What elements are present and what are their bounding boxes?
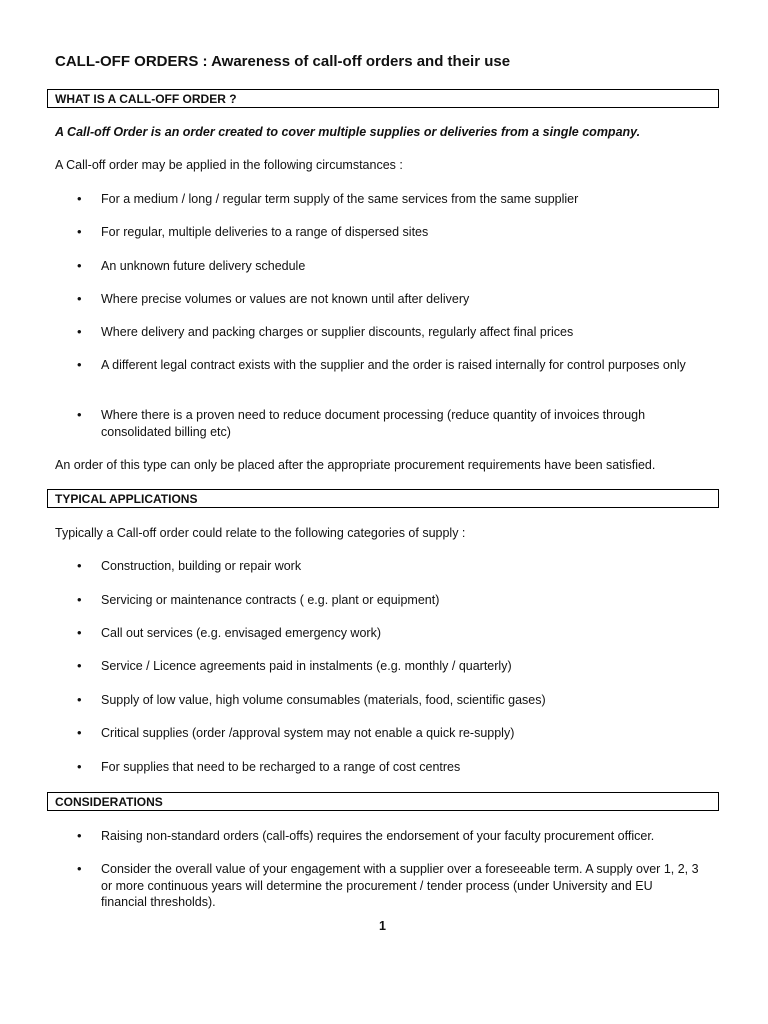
list-item-text: Where delivery and packing charges or supplier discounts, regularly affect final prices (101, 325, 574, 339)
bullet-icon: • (77, 224, 82, 239)
bullet-icon: • (77, 658, 82, 673)
list-item-text: Construction, building or repair work (101, 559, 302, 573)
list-item-text: For regular, multiple deliveries to a range of dispersed sites (101, 225, 429, 239)
list-item-text: For supplies that need to be recharged to a range of cost centres (101, 760, 461, 774)
bullet-icon: • (77, 407, 82, 422)
condition-text: An order of this type can only be placed after the appropriate procurement requirements have been satisfied. (55, 458, 656, 472)
bullet-icon: • (77, 828, 82, 843)
list-item-text: For a medium / long / regular term supply of the same services from the same supplier (101, 192, 579, 206)
bullet-icon: • (77, 191, 82, 206)
section-heading-what-is: WHAT IS A CALL-OFF ORDER ? (47, 89, 719, 108)
document-title: CALL-OFF ORDERS : Awareness of call-off orders and their use (55, 53, 511, 70)
list-item-text: Servicing or maintenance contracts ( e.g. plant or equipment) (101, 593, 440, 607)
list-item-text: Consider the overall value of your engagement with a supplier over a foreseeable term. A supply over 1, 2, 3 or more continuous years will determine the procurement / tender process (under University and EU financial thresholds). (101, 862, 699, 909)
list-item-text: Critical supplies (order /approval system may not enable a quick re-supply) (101, 726, 515, 740)
list-item-text: Where precise volumes or values are not known until after delivery (101, 292, 470, 306)
bullet-icon: • (77, 357, 82, 372)
bullet-icon: • (77, 725, 82, 740)
bullet-icon: • (77, 759, 82, 774)
bullet-icon: • (77, 861, 82, 876)
bullet-icon: • (77, 558, 82, 573)
bullet-icon: • (77, 291, 82, 306)
section-heading-considerations: CONSIDERATIONS (47, 792, 719, 811)
list-item-text: Call out services (e.g. envisaged emergency work) (101, 626, 381, 640)
section-heading-typical-applications: TYPICAL APPLICATIONS (47, 489, 719, 508)
bullet-icon: • (77, 258, 82, 273)
list-item-text: Raising non-standard orders (call-offs) requires the endorsement of your faculty procurement officer. (101, 829, 655, 843)
bullet-icon: • (77, 625, 82, 640)
list-item-text: Where there is a proven need to reduce document processing (reduce quantity of invoices through consolidated billing etc) (101, 408, 646, 439)
definition-text: A Call-off Order is an order created to cover multiple supplies or deliveries from a single company. (55, 125, 641, 139)
list-item-text: A different legal contract exists with the supplier and the order is raised internally for control purposes only (101, 358, 686, 372)
list-item-text: Supply of low value, high volume consumables (materials, food, scientific gases) (101, 693, 546, 707)
intro-text: A Call-off order may be applied in the following circumstances : (55, 158, 403, 172)
applications-intro-text: Typically a Call-off order could relate to the following categories of supply : (55, 526, 466, 540)
page-number: 1 (379, 919, 386, 933)
list-item-text: An unknown future delivery schedule (101, 259, 306, 273)
bullet-icon: • (77, 692, 82, 707)
list-item-text: Service / Licence agreements paid in instalments (e.g. monthly / quarterly) (101, 659, 512, 673)
bullet-icon: • (77, 324, 82, 339)
bullet-icon: • (77, 592, 82, 607)
